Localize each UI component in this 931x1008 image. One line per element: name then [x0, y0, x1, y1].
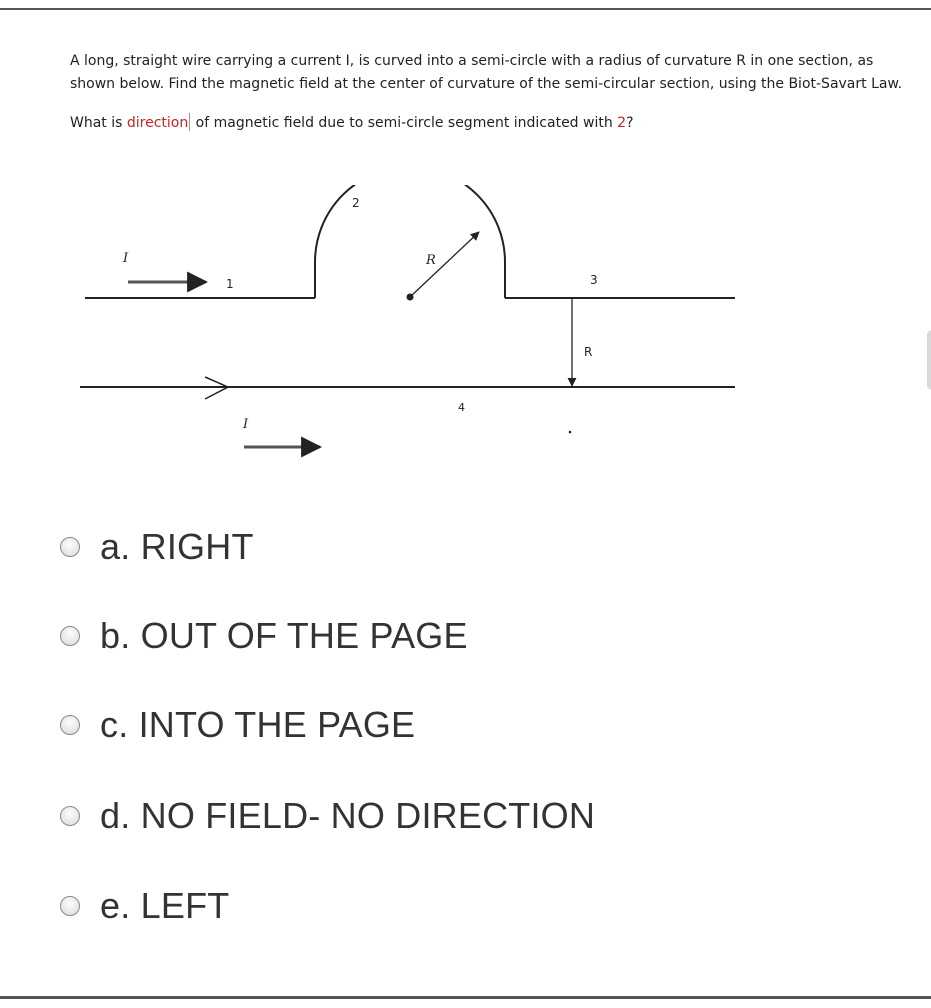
option-e-letter: e. [100, 885, 131, 926]
option-d[interactable] [60, 791, 595, 841]
label-segment-2: 2 [352, 196, 360, 210]
sub-question-prefix: What is [70, 115, 127, 131]
option-b[interactable] [60, 611, 468, 661]
option-c-label: INTO THE PAGE [138, 704, 416, 745]
bottom-border [0, 996, 931, 999]
sub-question-number: 2 [617, 115, 627, 131]
sub-question-middle: of magnetic field due to semi-circle segment indicated with [191, 115, 618, 131]
label-segment-3: 3 [590, 273, 598, 287]
top-border [0, 8, 931, 10]
question-text: A long, straight wire carrying a current I, is curved into a semi-circle with a radius of curvature R in one section, as shown below. Find the magnetic field at the center of curvature of the semi-circular section, using the Biot-Savart Law. [70, 53, 903, 92]
option-d-label: NO FIELD- NO DIRECTION [140, 795, 596, 836]
radio-button-c[interactable] [60, 715, 80, 735]
option-a[interactable] [60, 522, 254, 572]
sub-question-highlight: direction [126, 115, 189, 131]
option-b-label: OUT OF THE PAGE [140, 615, 468, 656]
option-d-letter: d. [100, 795, 131, 836]
wire-diagram [0, 185, 760, 465]
radio-button-b[interactable] [60, 626, 80, 646]
scroll-handle[interactable] [927, 330, 931, 390]
option-a-letter: a. [100, 526, 131, 567]
label-current-bottom: I [243, 417, 249, 432]
wire-semicircle-2 [315, 185, 505, 298]
option-e-label: LEFT [140, 885, 230, 926]
sub-question-suffix: ? [626, 115, 634, 131]
option-e[interactable] [60, 881, 229, 931]
radius-arc-arrow [410, 232, 479, 297]
option-c[interactable] [60, 700, 415, 750]
label-radius-drop: R [584, 345, 593, 359]
radio-button-d[interactable] [60, 806, 80, 826]
question-block [70, 50, 915, 134]
radio-button-e[interactable] [60, 896, 80, 916]
label-radius-arc: R [426, 253, 436, 268]
option-b-letter: b. [100, 615, 131, 656]
label-segment-4: 4 [458, 401, 465, 414]
label-segment-1: 1 [226, 277, 234, 291]
radio-button-a[interactable] [60, 537, 80, 557]
sub-question [70, 112, 915, 134]
option-a-label: RIGHT [140, 526, 254, 567]
stray-dot [569, 431, 572, 434]
label-current-top: I [123, 251, 129, 266]
option-c-letter: c. [100, 704, 129, 745]
